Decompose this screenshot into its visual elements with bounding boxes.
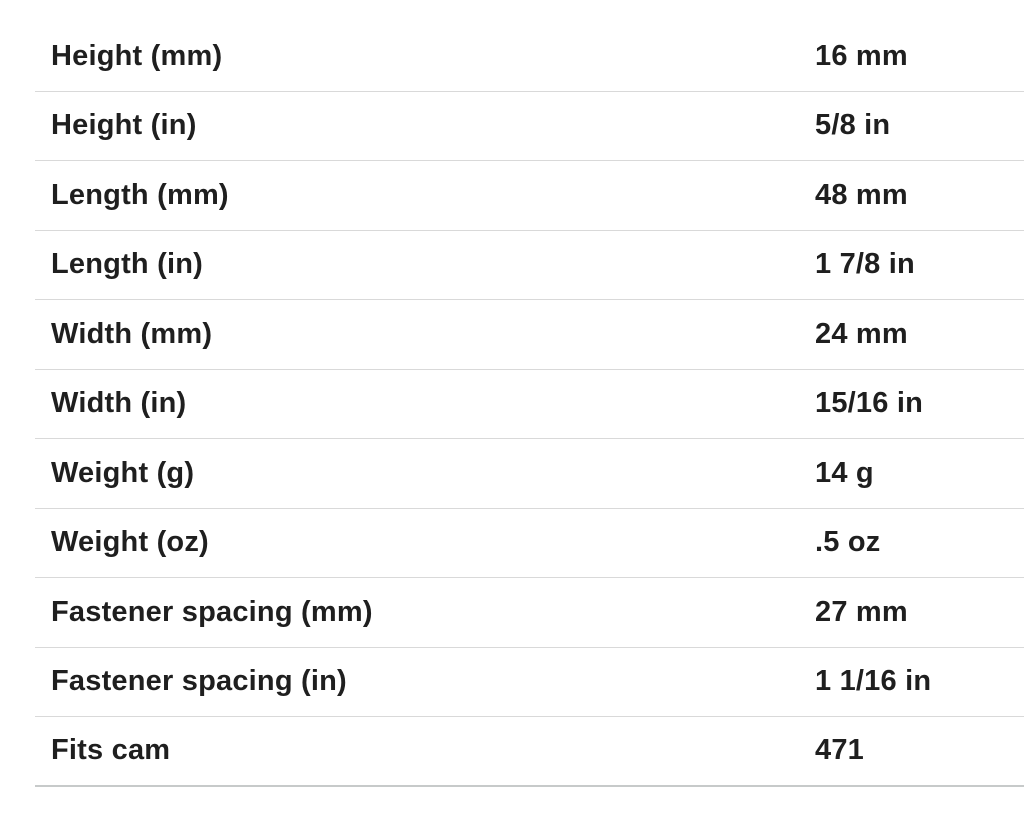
spec-row [35, 648, 1024, 718]
spec-label: Length (mm) [51, 178, 229, 211]
spec-value: 14 g [815, 456, 874, 489]
spec-label: Fastener spacing (in) [51, 665, 347, 698]
spec-value: 1 1/16 in [815, 665, 932, 698]
spec-value: 1 7/8 in [815, 248, 915, 281]
spec-label: Fits cam [51, 734, 171, 767]
spec-row [35, 509, 1024, 579]
spec-row [35, 439, 1024, 509]
spec-value: .5 oz [815, 526, 881, 559]
spec-row [35, 231, 1024, 301]
spec-label: Height (in) [51, 109, 197, 142]
spec-value: 48 mm [815, 178, 908, 211]
spec-value: 471 [815, 734, 864, 767]
spec-value: 27 mm [815, 595, 908, 628]
spec-label: Fastener spacing (mm) [51, 595, 373, 628]
spec-row [35, 92, 1024, 162]
spec-value: 24 mm [815, 317, 908, 350]
spec-label: Weight (oz) [51, 526, 209, 559]
spec-row [35, 578, 1024, 648]
spec-row [35, 161, 1024, 231]
spec-label: Width (mm) [51, 317, 213, 350]
spec-label: Width (in) [51, 387, 187, 420]
spec-row [35, 717, 1024, 787]
spec-label: Length (in) [51, 248, 203, 281]
spec-row [35, 370, 1024, 440]
spec-label: Height (mm) [51, 39, 223, 72]
spec-table [35, 0, 1024, 787]
spec-value: 16 mm [815, 39, 908, 72]
spec-row [35, 300, 1024, 370]
spec-label: Weight (g) [51, 456, 195, 489]
spec-row [35, 22, 1024, 92]
spec-value: 15/16 in [815, 387, 923, 420]
spec-value: 5/8 in [815, 109, 891, 142]
